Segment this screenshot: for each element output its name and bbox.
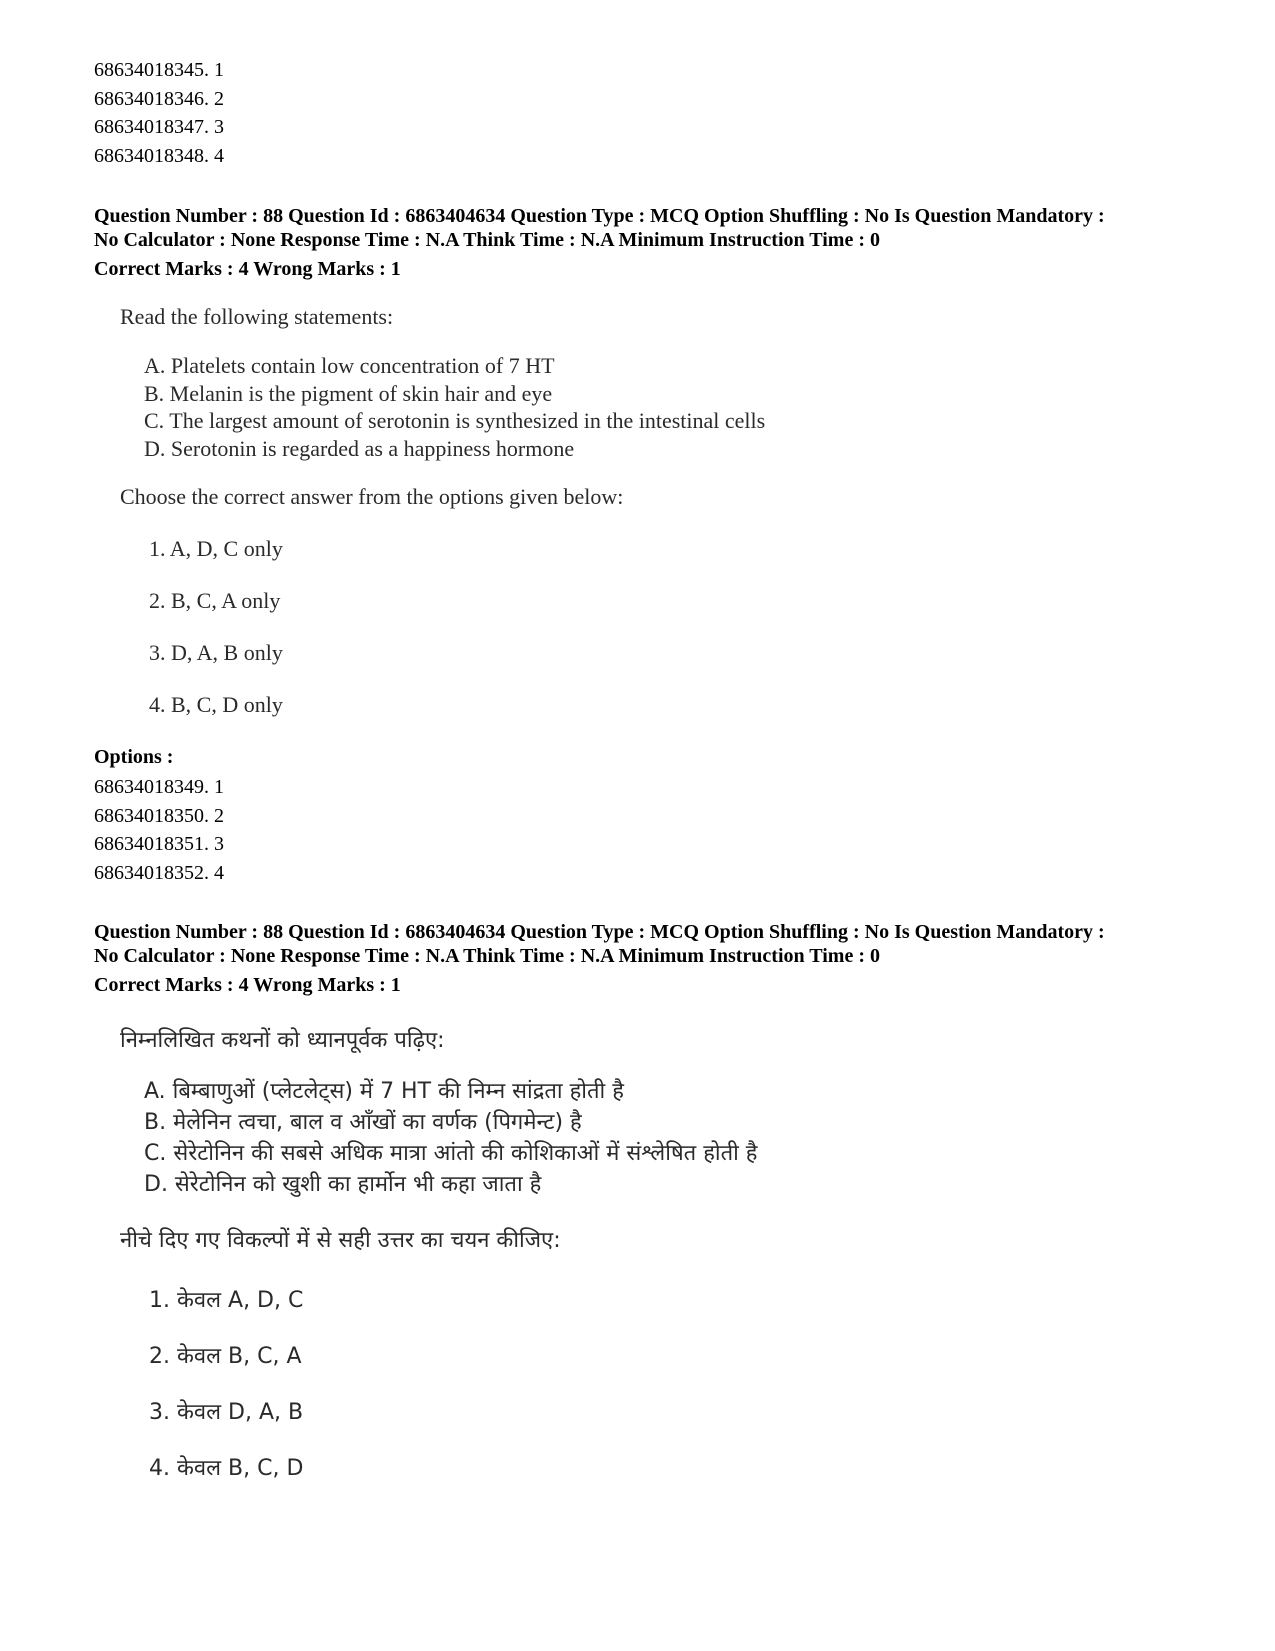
question-body-hindi	[120, 1024, 757, 1484]
option-line: 68634018348. 4	[94, 145, 224, 168]
option-line: 68634018351. 3	[94, 833, 224, 856]
statement-list	[144, 352, 765, 462]
question-marks: Correct Marks : 4 Wrong Marks : 1	[94, 974, 401, 996]
question-meta-line-2: No Calculator : None Response Time : N.A Think Time : N.A Minimum Instruction Time : 0	[94, 945, 880, 967]
choice-list	[149, 536, 765, 722]
choice: 2. केवल B, C, A	[149, 1344, 302, 1369]
question-header	[94, 920, 1105, 997]
choice: 3. D, A, B only	[149, 640, 283, 665]
statement: D. Serotonin is regarded as a happiness hormone	[144, 435, 575, 461]
choice: 4. B, C, D only	[149, 692, 283, 717]
option-line: 68634018346. 2	[94, 87, 224, 110]
choose-instruction: नीचे दिए गए विकल्पों में से सही उत्तर का चयन कीजिए:	[120, 1228, 561, 1253]
question-header	[94, 204, 1105, 281]
statement-list	[144, 1076, 757, 1200]
choice: 4. केवल B, C, D	[149, 1456, 304, 1481]
statement: A. Platelets contain low concentration of 7 HT	[144, 353, 555, 378]
statement: B. Melanin is the pigment of skin hair and eye	[144, 380, 553, 406]
options-label: Options :	[94, 746, 174, 768]
question-prompt: निम्नलिखित कथनों को ध्यानपूर्वक पढ़िए:	[120, 1028, 445, 1053]
statement: C. सेरेटोनिन की सबसे अधिक मात्रा आंतो की कोशिकाओं में संश्लेषित होती है	[144, 1141, 758, 1166]
question-meta-line-1: Question Number : 88 Question Id : 6863404634 Question Type : MCQ Option Shuffling : No Is Question Mandatory :	[94, 921, 1105, 943]
option-list	[94, 773, 224, 888]
choose-instruction: Choose the correct answer from the options given below:	[120, 484, 624, 509]
choice: 2. B, C, A only	[149, 588, 281, 613]
option-line: 68634018350. 2	[94, 804, 224, 827]
choice: 1. A, D, C only	[149, 536, 283, 561]
top-option-list	[94, 56, 224, 171]
choice: 1. केवल A, D, C	[149, 1288, 304, 1313]
option-line: 68634018345. 1	[94, 59, 224, 81]
question-meta-line-2: No Calculator : None Response Time : N.A Think Time : N.A Minimum Instruction Time : 0	[94, 229, 880, 251]
question-meta-line-1: Question Number : 88 Question Id : 6863404634 Question Type : MCQ Option Shuffling : No Is Question Mandatory :	[94, 205, 1105, 227]
option-line: 68634018349. 1	[94, 776, 224, 798]
question-body-english	[120, 304, 765, 722]
statement: B. मेलेनिन त्वचा, बाल व आँखों का वर्णक (पिगमेन्ट) है	[144, 1110, 582, 1135]
question-prompt: Read the following statements:	[120, 304, 394, 329]
option-line: 68634018352. 4	[94, 862, 224, 885]
statement: D. सेरेटोनिन को खुशी का हार्मोन भी कहा जाता है	[144, 1172, 542, 1197]
statement: C. The largest amount of serotonin is synthesized in the intestinal cells	[144, 408, 766, 433]
option-line: 68634018347. 3	[94, 116, 224, 139]
question-marks: Correct Marks : 4 Wrong Marks : 1	[94, 258, 401, 280]
choice: 3. केवल D, A, B	[149, 1400, 304, 1425]
choice-list	[149, 1284, 757, 1484]
statement: A. बिम्बाणुओं (प्लेटलेट्स) में 7 HT की निम्न सांद्रता होती है	[144, 1079, 624, 1104]
